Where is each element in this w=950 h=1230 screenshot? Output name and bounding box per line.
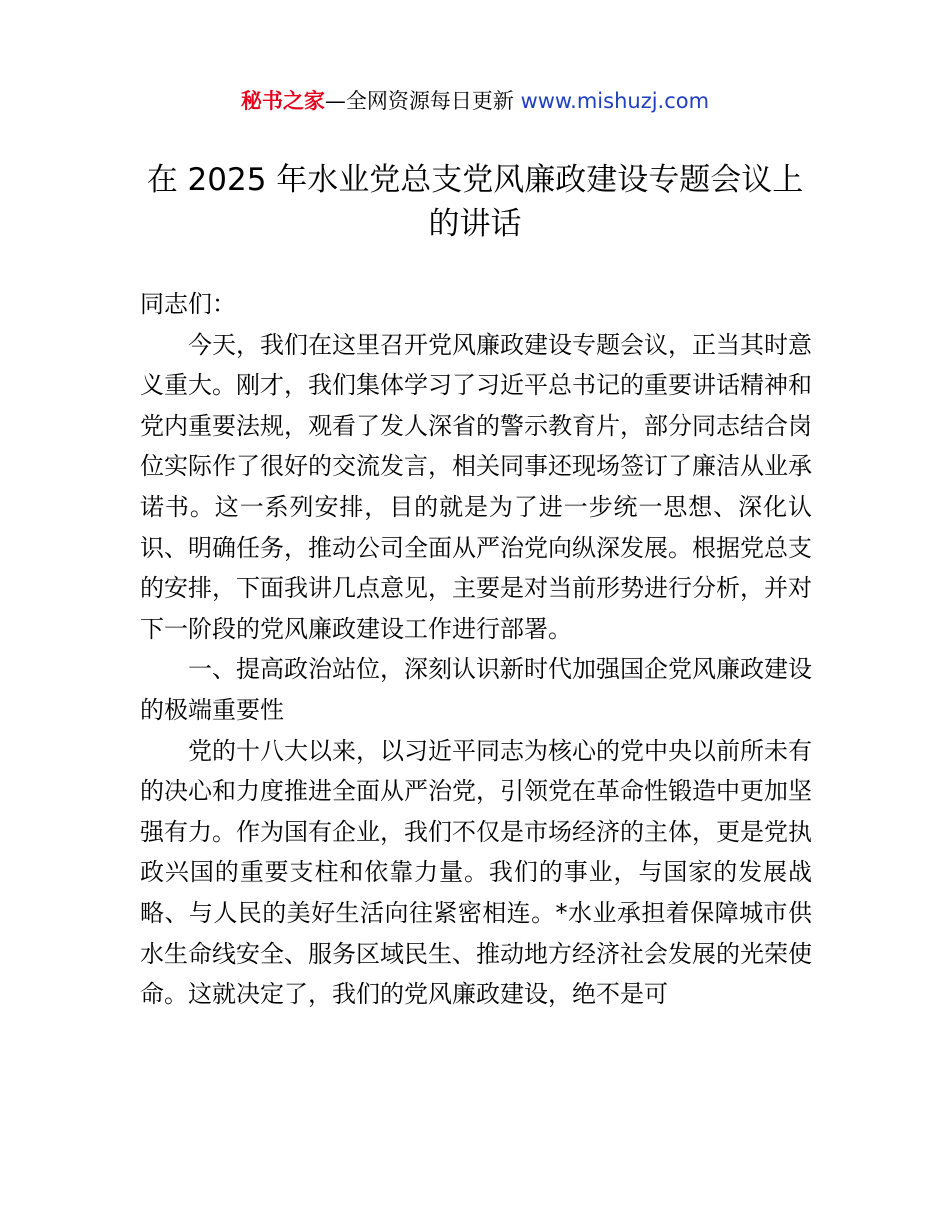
- salutation: 同志们：: [140, 290, 236, 318]
- paragraph-section-1: 党的十八大以来，以习近平同志为核心的党中央以前所未有的决心和力度推进全面从严治党，引领党在革命性锻造中更加坚强有力。作为国有企业，我们不仅是市场经济的主体，更是党执政兴国的重要支柱和依靠力量。我们的事业，与国家的发展战略、与人民的美好生活向往紧密相连。*水业承担着保障城市供水生命线安全、服务区域民生、推动地方经济社会发展的光荣使命。这就决定了，我们的党风廉政建设，绝不是可: [140, 736, 812, 1009]
- document-body: [140, 284, 812, 1015]
- site-url-link[interactable]: www.mishuzj.com: [520, 89, 710, 113]
- document-title: 在 2025 年水业党总支党风廉政建设专题会议上的讲话: [146, 162, 804, 242]
- section-heading-1: 一、提高政治站位，深刻认识新时代加强国企党风廉政建设的极端重要性: [140, 655, 812, 724]
- site-tagline: —全网资源每日更新: [324, 89, 521, 113]
- site-brand: 秘书之家: [240, 89, 325, 113]
- site-header: [0, 86, 950, 116]
- paragraph-opening: 今天，我们在这里召开党风廉政建设专题会议，正当其时意义重大。刚才，我们集体学习了习近平总书记的重要讲话精神和党内重要法规，观看了发人深省的警示教育片，部分同志结合岗位实际作了很好的交流发言，相关同事还现场签订了廉洁从业承诺书。这一系列安排，目的就是为了进一步统一思想、深化认识、明确任务，推动公司全面从严治党向纵深发展。根据党总支的安排，下面我讲几点意见，主要是对当前形势进行分析，并对下一阶段的党风廉政建设工作进行部署。: [140, 330, 812, 643]
